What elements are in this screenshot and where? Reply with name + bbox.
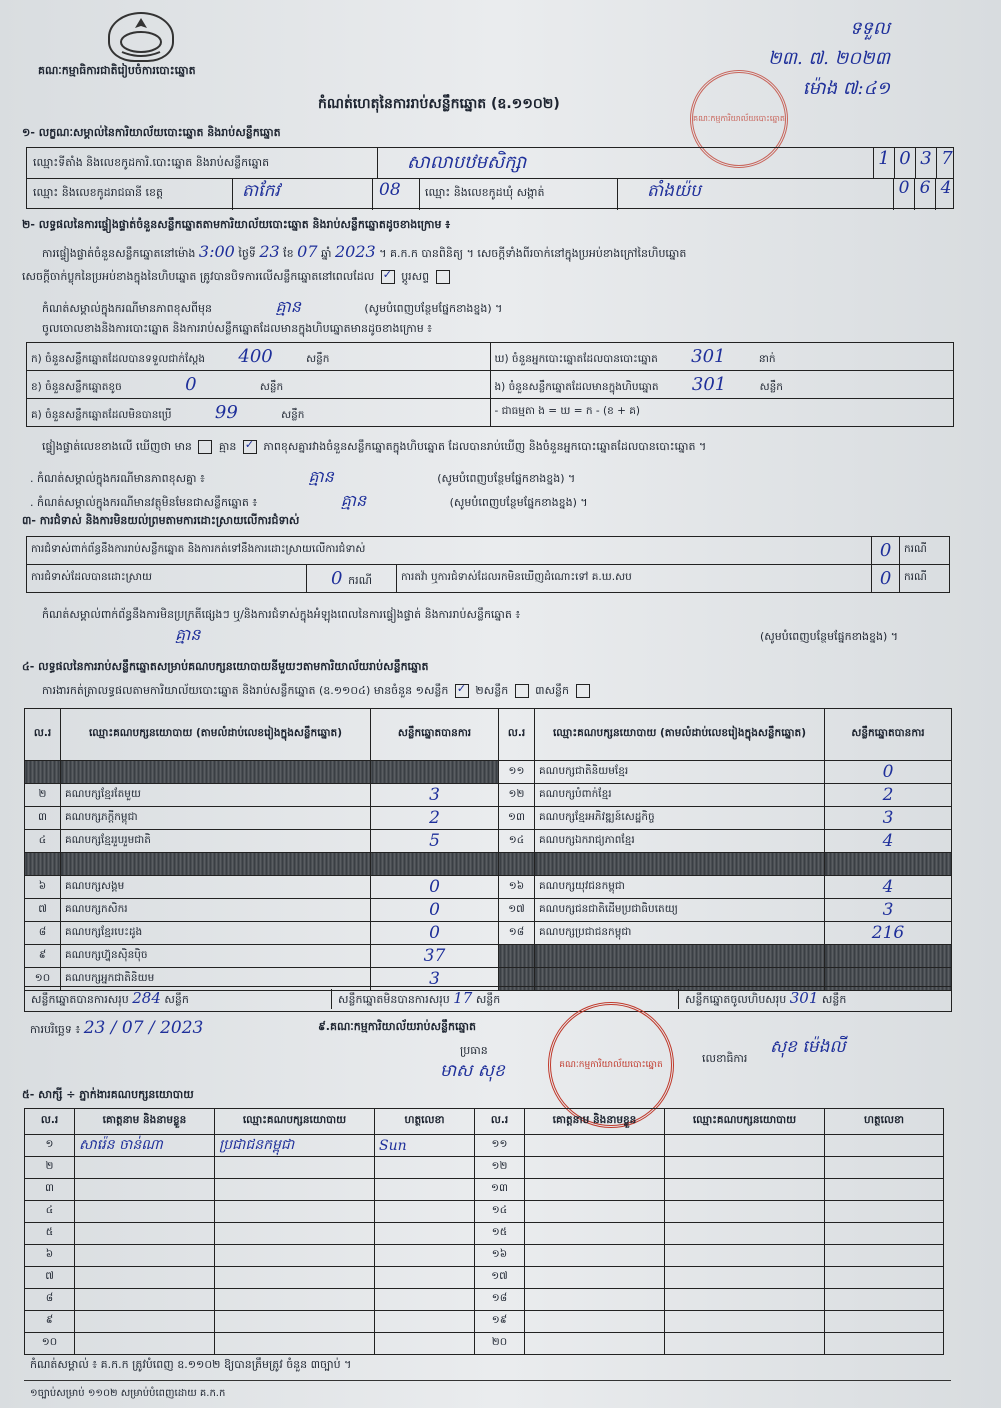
row-number-cell [25,761,61,784]
diff-yes-checkbox[interactable] [198,440,212,454]
table-row [25,1223,944,1245]
secretary-label: លេខាធិការ [702,1052,748,1065]
witness-party-cell [215,1179,375,1201]
witness-name-cell [75,1333,215,1355]
party-name-cell: គណបក្សអ្នកជាតិនិយម [61,968,371,991]
vote-count-cell: 0 [371,876,499,899]
secretary-signature: សុខ ម៉េងលី [770,1037,846,1057]
witness-signature-cell [825,1311,944,1333]
sec1-row2-value2: តាំងយ៉ប [647,181,701,201]
table-row [25,1179,944,1201]
footer-text: ១ច្បាប់សម្រាប់ ១១០២ សម្រាប់បំពេញដោយ គ.ក.ក [30,1388,226,1399]
table-header-row: ល.រ គោត្តនាម និងនាមខ្លួន ឈ្មោះគណបក្សនយោបាយ ហត្ថលេខា ល.រ គោត្តនាម និងនាមខ្លួន ឈ្មោះគណបក្សនយោបាយ ហត្ថលេខា [25,1109,944,1135]
witness-signature-cell [825,1223,944,1245]
sec2-note3: . កំណត់សម្គាល់ក្នុងករណីមានវត្ថុមិនមែនជាសន្លឹកឆ្នោត ៖ គ្មាន (សូមបំពេញបន្ថែមផ្នែកខាងខ្នង) ។ [30,491,588,510]
vote-count-cell: 3 [825,899,952,922]
seal-intact-checkbox[interactable] [381,270,395,284]
vote-count-cell: 2 [371,807,499,830]
witness-party-cell [215,1267,375,1289]
sec1-row2-value: តាកែវ [242,181,280,201]
witness-table [24,1108,944,1355]
witness-signature-cell [375,1223,475,1245]
diff-no-checkbox[interactable] [243,440,257,454]
witness-party-cell [665,1135,825,1157]
witness-name-cell [75,1245,215,1267]
sec2-line2: សេចក្ដីចាក់ប្លុកនៃប្រអប់ខាងក្នុងនៃហិបឆ្នោត ត្រូវបានបិទការលើសន្លឹកឆ្នោតនៅពេលដែល ✓ ប្ដូរសព្ទ [22,270,453,286]
row-number-cell [499,853,535,876]
party-votes-table [24,708,952,991]
vote-count-cell: 4 [825,830,952,853]
totals-row: សន្លឹកឆ្នោតបានការសរុប 284 សន្លឹក សន្លឹកឆ្នោតមិនបានការសរុប 17 សន្លឹក សន្លឹកឆ្នោតចូលហិបសរុប 301 សន្លឹក [24,986,952,1012]
table-row [25,853,952,876]
witness-party-cell: ប្រជាជនកម្ពុជា [215,1135,375,1157]
witness-signature-cell [375,1201,475,1223]
witness-signature-cell [375,1179,475,1201]
sec1-row1-code: 1 0 3 7 [873,148,957,178]
sec1-row1-label: ឈ្មោះទីតាំង និងលេខកូដការិ.បោះឆ្នោត និងរាប់សន្លឹកឆ្នោត [33,156,270,169]
witness-party-cell [665,1245,825,1267]
witness-signature-cell [825,1179,944,1201]
sheets-2-checkbox[interactable] [515,684,529,698]
table-row [25,784,952,807]
party-name-cell: គណបក្សខ្មែរអភិវឌ្ឍន៍សេដ្ឋកិច្ច [535,807,825,830]
sec3-note-value: គ្មាន [175,625,201,644]
party-name-cell [61,853,371,876]
vote-count-cell: 3 [371,784,499,807]
witness-name-cell [525,1333,665,1355]
row-number-cell: ៨ [25,1289,75,1311]
witness-name-cell [525,1245,665,1267]
row-number-cell: ១១ [475,1135,525,1157]
witness-name-cell [75,1179,215,1201]
sec1-box [26,147,954,209]
sec1-row2-label: ឈ្មោះ និងលេខកូដរាជធានី ខេត្ត [33,186,163,199]
committee-seal: គណៈកម្មការិយាល័យបោះឆ្នោត [548,1002,674,1128]
party-name-cell [535,853,825,876]
row-number-cell: ៥ [25,1223,75,1245]
witness-name-cell [525,1223,665,1245]
table-row: ក) ចំនួនសន្លឹកឆ្នោតដែលបានទទួលជាក់ស្ដែង 400 សន្លឹក ឃ) ចំនួនអ្នកបោះឆ្នោតដែលបានបោះឆ្នោត 301 នាក់ [27,343,954,371]
vote-count-cell: 0 [371,922,499,945]
vote-count-cell: 5 [371,830,499,853]
witness-party-cell [665,1157,825,1179]
table-row [25,830,952,853]
table-row [25,876,952,899]
row-number-cell: ១៤ [499,830,535,853]
table-row [25,1333,944,1355]
row-number-cell: ១០ [25,1333,75,1355]
witness-name-cell [525,1201,665,1223]
footnote: កំណត់សម្គាល់ ៖ គ.ក.ក ត្រូវបំពេញ ឧ.១១០២ ឱ្យបានត្រឹមត្រូវ ចំនួន ៣ច្បាប់ ។ [30,1358,352,1371]
top-seal: គណៈកម្មការិយាល័យបោះឆ្នោត [690,70,788,168]
party-name-cell: គណបក្សខ្មែរតែមួយ [61,784,371,807]
party-name-cell [535,945,825,968]
date-line: ការបរិច្ឆេទ ៖ 23 / 07 / 2023 [30,1018,204,1038]
vote-count-cell [825,945,952,968]
sec2-note: កំណត់សម្គាល់ក្នុងករណីមានភាពខុសពីមុន គ្មាន (សូមបំពេញបន្ថែមផ្នែកខាងខ្នង) ។ [42,297,503,316]
witness-party-cell [215,1201,375,1223]
sec1-row2-code: 08 [379,180,401,200]
row-number-cell: ១៣ [499,807,535,830]
row-number-cell: ១១ [499,761,535,784]
row-number-cell: ៨ [25,922,61,945]
row-number-cell: ១៦ [499,876,535,899]
witness-party-cell [215,1311,375,1333]
received-stamp: ទទួល ២៣. ៧. ២០២៣ ម៉ោង ៧:៤១ [767,18,890,99]
witness-signature-cell [375,1245,475,1267]
table-row: ខ) ចំនួនសន្លឹកឆ្នោតខូច 0 សន្លឹក ង) ចំនួនសន្លឹកឆ្នោតដែលមានក្នុងហិបឆ្នោត 301 សន្លឹក [27,371,954,399]
table-row [25,1245,944,1267]
row-number-cell: ១៧ [499,899,535,922]
table-row [25,1135,944,1157]
table-row [25,761,952,784]
sec2-sub-heading: ចូលចោលខាងនិងការបោះឆ្នោត និងការរាប់សន្លឹកឆ្នោតដែលមានក្នុងហិបឆ្នោតមានដូចខាងក្រោម ៖ [42,322,433,335]
row-number-cell: ១៨ [475,1289,525,1311]
sec4-heading: ៤- លទ្ធផលនៃការរាប់សន្លឹកឆ្នោតសម្រាប់គណបក្សនយោបាយនីមួយៗតាមការិយាល័យរាប់សន្លឹកឆ្នោត [22,660,429,673]
sec2-check: ផ្ទៀងផ្ទាត់លេខខាងលើ ឃើញថា មាន គ្មាន ✓ ភាពខុសគ្នារវាងចំនួនសន្លឹកឆ្នោតក្នុងហិបឆ្នោត ដែលបានរាប់ឃើញ និងចំនួនអ្នកបោះឆ្នោតដែលបានបោះឆ្នោត ។ [42,440,706,456]
row-number-cell [25,853,61,876]
witness-party-cell [665,1179,825,1201]
vote-count-cell: 3 [371,968,499,991]
witness-party-cell [665,1267,825,1289]
vote-count-cell: 216 [825,922,952,945]
party-name-cell: គណបក្សខ្មែររួបរួមជាតិ [61,830,371,853]
row-number-cell: ៩ [25,945,61,968]
president-signature: មាស សុខ [440,1061,505,1081]
table-row [25,1157,944,1179]
row-number-cell: ៤ [25,1201,75,1223]
party-name-cell: គណបក្សសង្គម [61,876,371,899]
witness-name-cell [75,1201,215,1223]
form-title: កំណត់ហេតុនៃការរាប់សន្លឹកឆ្នោត (ឧ.១១០២) [318,96,560,112]
witness-party-cell [665,1223,825,1245]
row-number-cell: ១២ [475,1157,525,1179]
witness-name-cell [75,1289,215,1311]
row-number-cell: ១៨ [499,922,535,945]
witness-signature-cell [825,1201,944,1223]
committee-label: ៩.គណៈកម្មការិយាល័យរាប់សន្លឹកឆ្នោត [318,1020,476,1033]
vote-count-cell: 3 [825,807,952,830]
table-row [25,807,952,830]
party-name-cell: គណបក្សភក្ដីកម្ពុជា [61,807,371,830]
witness-party-cell [215,1289,375,1311]
sec1-row2-label2: ឈ្មោះ និងលេខកូដឃុំ សង្កាត់ [425,186,545,199]
row-number-cell: ១៧ [475,1267,525,1289]
witness-name-cell [75,1157,215,1179]
party-name-cell: គណបក្សជាតិនិយមខ្មែរ [535,761,825,784]
sec2-heading: ២- លទ្ធផលនៃការផ្ទៀងផ្ទាត់ចំនួនសន្លឹកឆ្នោតតាមការិយាល័យបោះឆ្នោត និងរាប់សន្លឹកឆ្នោតដូចខាងក្រោម ៖ [22,218,451,231]
objection-table [26,536,950,593]
witness-name-cell: សារ៉េន ចាន់ណា [75,1135,215,1157]
party-name-cell: គណបក្សឯករាជ្យភាពខ្មែរ [535,830,825,853]
row-number-cell: ១៥ [475,1223,525,1245]
row-number-cell [499,945,535,968]
witness-party-cell [665,1201,825,1223]
sec3-fill-back: (សូមបំពេញបន្ថែមផ្នែកខាងខ្នង) ។ [760,630,899,643]
witness-party-cell [665,1289,825,1311]
witness-signature-cell [825,1289,944,1311]
party-name-cell: គណបក្សខ្មែរបេះដូង [61,922,371,945]
witness-party-cell [665,1333,825,1355]
party-name-cell: គណបក្សបំពាក់ខ្មែរ [535,784,825,807]
row-number-cell: ៦ [25,1245,75,1267]
witness-name-cell [525,1179,665,1201]
table-row [25,1201,944,1223]
row-number-cell: ៩ [25,1311,75,1333]
president-label: ប្រធាន [460,1044,488,1057]
sheets-1-checkbox[interactable] [455,684,469,698]
witness-signature-cell [825,1333,944,1355]
table-row [25,945,952,968]
witness-name-cell [525,1157,665,1179]
witness-signature-cell [825,1157,944,1179]
witness-party-cell [215,1157,375,1179]
emblem-icon [108,12,174,62]
sec1-row2-code2: 0 6 4 [893,178,956,210]
footer-divider [24,1380,951,1381]
witness-name-cell [75,1311,215,1333]
row-number-cell: ២ [25,784,61,807]
sec3-heading: ៣- ការជំទាស់ និងការមិនយល់ព្រមតាមការដោះស្រាយលើការជំទាស់ [22,514,300,527]
witness-signature-cell [375,1267,475,1289]
sheets-3-checkbox[interactable] [576,684,590,698]
vote-count-cell: 2 [825,784,952,807]
witness-name-cell [75,1223,215,1245]
sec1-row1-value: សាលាបឋមសិក្សា [407,152,527,173]
sec1-heading: ១- លក្ខណៈសម្គាល់នៃការិយាល័យបោះឆ្នោត និងរាប់សន្លឹកឆ្នោត [22,126,281,139]
witness-signature-cell [825,1245,944,1267]
row-number-cell: ១៣ [475,1179,525,1201]
table-row: ការជំទាស់ពាក់ព័ន្ធនឹងការរាប់សន្លឹកឆ្នោត និងការកត់ទៅនឹងការដោះស្រាយលើការជំទាស់ 0 ករណី [27,537,950,565]
sec2-note2: . កំណត់សម្គាល់ក្នុងករណីមានភាពខុសគ្នា ៖ គ្មាន (សូមបំពេញបន្ថែមផ្នែកខាងខ្នង) ។ [30,467,576,486]
table-row: គ) ចំនួនសន្លឹកឆ្នោតដែលមិនបានប្រើ 99 សន្លឹក - ជាធម្មតា ង = ឃ = ក - (ខ + គ) [27,399,954,427]
row-number-cell: ១៦ [475,1245,525,1267]
row-number-cell: ៧ [25,899,61,922]
witness-signature-cell [825,1135,944,1157]
witness-signature-cell [375,1289,475,1311]
vote-count-cell [371,761,499,784]
witness-name-cell [525,1289,665,1311]
witness-signature-cell [375,1333,475,1355]
witness-signature-cell [375,1157,475,1179]
row-number-cell: ៣ [25,807,61,830]
vote-count-cell: 0 [371,899,499,922]
row-number-cell: ៤ [25,830,61,853]
party-name-cell: គណបក្សហ្វ៊ុនស៊ិនប៉ិច [61,945,371,968]
party-name-cell: គណបក្សកសិករ [61,899,371,922]
row-number-cell: ១៤ [475,1201,525,1223]
vote-count-cell: 0 [825,761,952,784]
sec2-line1: ការផ្ទៀងផ្ទាត់ចំនួនសន្លឹកឆ្នោតនៅម៉ោង 3:00 ថ្ងៃទី 23 ខែ 07 ឆ្នាំ 2023 ។ គ.ក.ក បានពិនិត្យ ។ សេចក្ដីទាំងពីរចាក់នៅក្នុងប្រអប់ខាងក្រៅនៃហិបឆ្នោត [42,242,687,261]
party-name-cell: គណបក្សប្រជាជនកម្ពុជា [535,922,825,945]
row-number-cell: ៧ [25,1267,75,1289]
vote-count-cell: 37 [371,945,499,968]
witness-name-cell [525,1311,665,1333]
row-number-cell: ៦ [25,876,61,899]
row-number-cell: ១៩ [475,1311,525,1333]
row-number-cell: ១ [25,1135,75,1157]
party-name-cell: គណបក្សជនជាតិដើមប្រជាធិបតេយ្យ [535,899,825,922]
witness-name-cell [75,1267,215,1289]
row-number-cell: ២ [25,1157,75,1179]
row-number-cell: ១០ [25,968,61,991]
witness-signature-cell [825,1267,944,1289]
table-row [25,1311,944,1333]
witness-party-cell [215,1245,375,1267]
sec4-line: ការងារកត់ត្រាលទ្ធផលតាមការិយាល័យបោះឆ្នោត និងរាប់សន្លឹកឆ្នោត (ឧ.១១០៤) មានចំនួន ១សន្លឹក ✓ ២សន្លឹក ៣សន្លឹក [42,684,593,700]
sec3-note-label: កំណត់សម្គាល់ពាក់ព័ន្ធនឹងការមិនប្រក្រតីផ្សេងៗ ឬ/និងការជំទាស់ក្នុងអំឡុងពេលនៃការផ្ទៀងផ្ទាត់ និងការរាប់សន្លឹកឆ្នោត ៖ [42,608,521,621]
ballot-count-table [26,342,954,427]
row-number-cell: ១២ [499,784,535,807]
seal-broken-checkbox[interactable] [436,270,450,284]
org-name: គណៈកម្មាធិការជាតិរៀបចំការបោះឆ្នោត [38,64,196,77]
row-number-cell: ២០ [475,1333,525,1355]
table-row [25,1289,944,1311]
vote-count-cell: 4 [825,876,952,899]
witness-party-cell [665,1311,825,1333]
vote-count-cell [371,853,499,876]
party-name-cell: គណបក្សយុវជនកម្ពុជា [535,876,825,899]
table-row [25,899,952,922]
vote-count-cell [825,853,952,876]
party-name-cell [61,761,371,784]
witness-name-cell [525,1267,665,1289]
witness-name-cell [525,1135,665,1157]
table-header-row: ល.រ ឈ្មោះគណបក្សនយោបាយ (តាមលំដាប់លេខរៀងក្នុងសន្លឹកឆ្នោត) សន្លឹកឆ្នោតបានការ ល.រ ឈ្មោះគណបក្សនយោបាយ (តាមលំដាប់លេខរៀងក្នុងសន្លឹកឆ្នោត) សន្លឹកឆ្នោតបានការ [25,709,952,761]
witness-party-cell [215,1333,375,1355]
sec5-heading: ៥- សាក្សី ÷ ភ្នាក់ងារគណបក្សនយោបាយ [22,1088,194,1101]
table-row [25,1267,944,1289]
table-row: ការជំទាស់ដែលបានដោះស្រាយ 0 ករណី ការតវ៉ា ឬការជំទាស់ដែលរកមិនឃើញដំណោះទៅ គ.ឃ.សប 0 ករណី [27,565,950,593]
row-number-cell: ៣ [25,1179,75,1201]
witness-signature-cell [375,1311,475,1333]
witness-signature-cell: Sun [375,1135,475,1157]
table-row [25,922,952,945]
witness-party-cell [215,1223,375,1245]
